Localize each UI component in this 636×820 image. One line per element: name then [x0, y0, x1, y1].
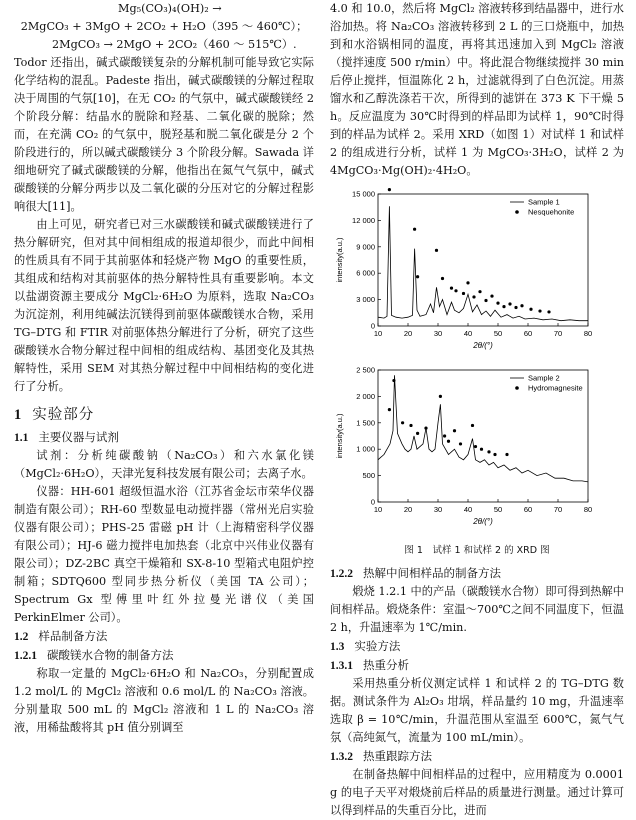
reference-point	[416, 275, 419, 278]
x-tick-label: 80	[583, 329, 593, 338]
reference-point	[388, 188, 391, 191]
legend-dot-symbol	[515, 386, 519, 390]
y-tick-label: 1 000	[356, 444, 375, 454]
subsubsection-title: 热解中间相样品的制备方法	[363, 566, 501, 580]
subsubsection-number: 1.3.2	[330, 751, 353, 763]
reference-point	[466, 281, 469, 284]
x-tick-label: 50	[493, 329, 503, 338]
x-axis-label: 2θ/(°)	[473, 517, 493, 526]
subsubsection-heading	[14, 646, 314, 665]
subsection-number: 1.3	[330, 641, 345, 653]
x-tick-label: 50	[493, 505, 503, 514]
subsection-heading	[14, 627, 314, 646]
y-axis-label: intensity(a.u.)	[335, 237, 344, 283]
reference-point	[502, 305, 505, 308]
subsection-title: 实验方法	[354, 639, 401, 653]
paragraph: 在制备热解中间相样品的过程中，应用精度为 0.0001 g 的电子天平对煅烧前后样品的质量进行测量。通过计算可以得到样品的失重百分比，进而	[330, 768, 624, 817]
legend-entry: Nesquehonite	[528, 207, 575, 217]
x-tick-label: 40	[463, 505, 473, 514]
x-tick-label: 80	[583, 505, 593, 514]
subsubsection-heading	[330, 564, 624, 583]
reference-point	[413, 228, 416, 231]
x-tick-label: 10	[373, 329, 383, 338]
reference-point	[462, 292, 465, 295]
subsection-heading	[14, 428, 314, 447]
y-tick-label: 9 000	[356, 242, 375, 252]
section-heading	[14, 406, 314, 424]
subsection-heading	[330, 637, 624, 656]
reference-point	[529, 308, 532, 311]
y-tick-label: 1 500	[356, 418, 375, 428]
y-tick-label: 2 500	[356, 365, 375, 375]
legend-dot-symbol	[515, 210, 519, 214]
equation-1: Mg₅(CO₃)₄(OH)₂ →	[118, 2, 222, 15]
paragraph: 称取一定量的 MgCl₂·6H₂O 和 Na₂CO₃，分别配置成 1.2 mol/L 的 MgCl₂ 溶液和 0.6 mol/L 的 Na₂CO₃ 溶液。分别量取 500 mL 的 MgCl₂ 溶液和 1 L 的 Na₂CO₃ 溶液，用稀盐酸将其 pH 值分别调至	[14, 667, 314, 734]
paragraph: 仪器：HH-601 超级恒温水浴（江苏省金坛市荣华仪器制造有限公司）；RH-60 型数显电动搅拌器（常州光启实验仪器有限公司）；PHS-25 雷磁 pH 计（上海精密科学仪器有限公司）；HJ-6 磁力搅拌电加热套（北京中兴伟业仪器有限公司）；DZ-2BC 真空干燥箱和 SX-8-10 型箱式电阻炉控制箱；SDTQ600 型同步热分析仪（美国 TA 公司）；Spectrum Gx 型傅里叶红外拉曼光谱仪（美国 PerkinElmer 公司）。	[14, 485, 314, 624]
reference-point	[416, 432, 419, 435]
y-tick-label: 12 000	[352, 215, 375, 225]
y-axis-label: intensity(a.u.)	[335, 413, 344, 459]
left-column	[14, 0, 314, 737]
reference-point	[447, 440, 450, 443]
reference-point	[514, 306, 517, 309]
reference-point	[454, 289, 457, 292]
legend-entry: Sample 2	[528, 373, 560, 383]
equation-2: 2MgCO₃ + 3MgO + 2CO₂ + H₂O（395 ～ 460℃）；	[20, 20, 308, 33]
subsubsection-title: 热重跟踪方法	[363, 749, 432, 763]
x-tick-label: 20	[403, 329, 413, 338]
reference-point	[439, 395, 442, 398]
y-tick-label: 0	[370, 497, 375, 507]
x-tick-label: 70	[553, 329, 563, 338]
y-tick-label: 0	[370, 321, 375, 331]
y-tick-label: 500	[362, 471, 375, 481]
x-tick-label: 60	[523, 329, 533, 338]
xrd-chart-sample-1	[330, 186, 624, 362]
reference-point	[443, 434, 446, 437]
subsection-number: 1.1	[14, 432, 29, 444]
reference-point	[496, 302, 499, 305]
subsection-title: 主要仪器与试剂	[38, 430, 119, 444]
xrd-chart-sample-2	[330, 362, 624, 538]
reference-point	[401, 421, 404, 424]
x-tick-label: 40	[463, 329, 473, 338]
reference-point	[480, 448, 483, 451]
reference-point	[453, 429, 456, 432]
subsection-number: 1.2	[14, 631, 29, 643]
reference-point	[441, 277, 444, 280]
series-line	[378, 206, 588, 320]
reference-point	[478, 290, 481, 293]
reference-point	[547, 310, 550, 313]
subsection-title: 样品制备方法	[38, 629, 108, 643]
paragraph: 由上可见，研究者已对三水碳酸镁和碱式碳酸镁进行了热分解研究，但对其中间相组成的报道却很少，而此中间相的性质具有不同于其前驱体和轻烧产物 MgO 的重要性质，其组成和结构对其前驱体的热分解特性具有重要影响。本文以盐湖资源主要成分 MgCl₂·6H₂O 为原料，选取 Na₂CO₃ 为沉淀剂，利用纯碱法沉镁得到前驱体碳酸镁水合物，采用 TG–DTG 和 FTIR 对前驱体热分解进行了分析，研究了这些碳酸镁水合物分解过程中间相的组成结构、基团变化及其热解特性，采用 SEM 对其热分解过程中中间相结构的变化进行了分析。	[14, 218, 314, 393]
xrd-plot-sample-1	[330, 186, 624, 356]
paragraph: 采用热重分析仪测定试样 1 和试样 2 的 TG–DTG 数据。测试条件为 Al₂O₃ 坩埚，样品量约 10 mg，升温速率选取 β = 10℃/min，升温范围从室温至 600℃，氮气气氛（高纯氮气，流量为 100 mL/min）。	[330, 677, 624, 744]
subsubsection-heading	[330, 747, 624, 766]
reference-point	[392, 379, 395, 382]
section-title: 实验部分	[32, 407, 95, 423]
paragraph: Todor 还指出，碱式碳酸镁复杂的分解机制可能导致它实际化学结构的混乱。Padeste 指出，碱式碳酸镁的分解过程取决于周围的气氛[10]，在无 CO₂ 的气氛中，碱式碳酸镁经 2 个阶段分解：结晶水的脱除和羟基、二氧化碳的脱除；然而，在充满 CO₂ 的气氛中，脱羟基和脱二氧化碳是分 2 个阶段进行的，所以碱式碳酸镁分 3 个阶段分解。Sawada 详细地研究了碱式碳酸镁的分解，他指出在氮气气氛中，碱式碳酸镁的分解分两步以及二氧化碳的分压对它的分解过程影响很大[11]。	[14, 56, 314, 213]
reference-point	[538, 309, 541, 312]
reference-point	[459, 442, 462, 445]
right-column	[330, 0, 624, 820]
reference-point	[508, 302, 511, 305]
section-number: 1	[14, 407, 23, 423]
y-tick-label: 6 000	[356, 268, 375, 278]
legend-entry: Hydromagnesite	[528, 383, 583, 393]
figure-caption: 图 1 试样 1 和试样 2 的 XRD 图	[404, 545, 550, 556]
subsubsection-number: 1.3.1	[330, 660, 353, 672]
equation-3: 2MgCO₃ → 2MgO + 2CO₂（460 ～ 515℃）.	[52, 38, 297, 51]
reference-point	[520, 304, 523, 307]
reference-point	[487, 450, 490, 453]
x-tick-label: 20	[403, 505, 413, 514]
subsubsection-number: 1.2.2	[330, 568, 353, 580]
reference-point	[474, 445, 477, 448]
reference-point	[471, 424, 474, 427]
subsubsection-heading	[330, 656, 624, 675]
reference-point	[388, 408, 391, 411]
reference-point	[490, 294, 493, 297]
subsubsection-title: 碳酸镁水合物的制备方法	[47, 648, 174, 662]
y-tick-label: 2 000	[356, 391, 375, 401]
y-tick-label: 3 000	[356, 295, 375, 305]
x-tick-label: 30	[433, 329, 443, 338]
x-axis-label: 2θ/(°)	[473, 341, 493, 350]
subsubsection-number: 1.2.1	[14, 650, 37, 662]
reference-point	[505, 453, 508, 456]
xrd-plot-sample-2	[330, 362, 624, 532]
reference-point	[424, 426, 427, 429]
reference-point	[435, 249, 438, 252]
paragraph: 煅烧 1.2.1 中的产品（碳酸镁水合物）即可得到热解中间相样品。煅烧条件：室温～700℃之间不同温度下，恒温 2 h，升温速率为 1℃/min.	[330, 585, 624, 634]
x-tick-label: 70	[553, 505, 563, 514]
paragraph: 4.0 和 10.0，然后将 MgCl₂ 溶液转移到结晶器中，进行水浴加热。将 Na₂CO₃ 溶液转移到 2 L 的三口烧瓶中，加热到和水浴锅相同的温度，再将其迅速加入到 MgCl₂ 溶液（搅拌速度 500 r/min）中。将此混合物继续搅拌 30 min 后停止搅拌，恒温陈化 2 h，过滤就得到了白色沉淀。用蒸馏水和乙醇洗涤若干次，所得到的滤饼在 373 K 下干燥 5 h。反应温度为 30℃时得到的样品即为试样 1，90℃时得到的样品为试样 2。采用 XRD（如图 1）对试样 1 和试样 2 的组成进行分析，试样 1 为 MgCO₃·3H₂O，试样 2 为 4MgCO₃·Mg(OH)₂·4H₂O。	[330, 2, 624, 177]
legend-entry: Sample 1	[528, 197, 560, 207]
x-tick-label: 10	[373, 505, 383, 514]
reference-point	[409, 424, 412, 427]
reference-point	[450, 287, 453, 290]
y-tick-label: 15 000	[352, 189, 375, 199]
reference-point	[472, 295, 475, 298]
x-tick-label: 30	[433, 505, 443, 514]
paragraph: 试剂：分析纯碳酸钠（Na₂CO₃）和六水氯化镁（MgCl₂·6H₂O），天津光复科技发展有限公司；去离子水。	[14, 449, 314, 480]
reference-point	[484, 299, 487, 302]
reference-point	[493, 453, 496, 456]
x-tick-label: 60	[523, 505, 533, 514]
subsubsection-title: 热重分析	[363, 658, 409, 672]
